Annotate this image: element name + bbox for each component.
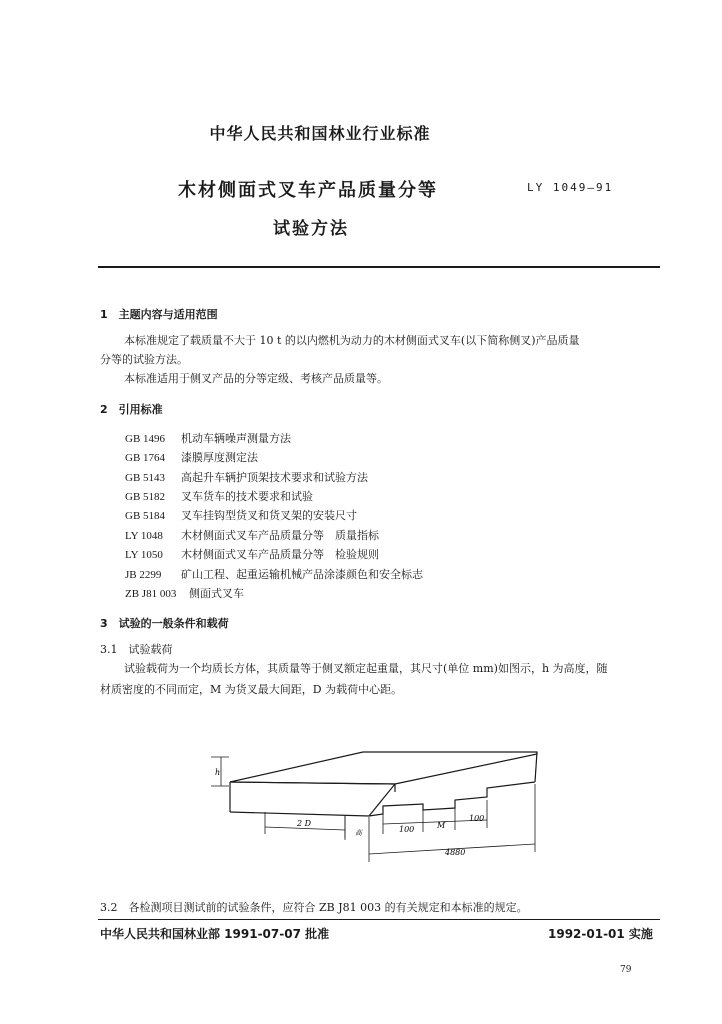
subsection-3-1-para-line2: 材质密度的不同而定，M 为货叉最大间距，D 为载荷中心距。 [100,683,403,696]
reference-title: 叉车挂钩型货叉和货叉架的安装尺寸 [181,509,357,522]
reference-title: 侧面式叉车 [189,587,244,600]
reference-title: 机动车辆噪声测量方法 [181,432,291,445]
section-3-heading: 3 试验的一般条件和载荷 [100,617,229,630]
reference-item [125,488,313,504]
issuing-organization: 中华人民共和国林业行业标准 [209,124,431,143]
dimension-total-label: 4880 [445,848,466,857]
page-number: 79 [620,965,632,975]
reference-code: LY 1050 [125,549,163,561]
reference-code: LY 1048 [125,530,163,542]
section-1-para2: 本标准适用于侧叉产品的分等定级、考核产品质量等。 [124,372,388,385]
reference-title: 叉车货车的技术要求和试验 [181,490,313,503]
dimension-m-label: M [437,821,446,830]
subsection-3-1-heading: 3.1 试验载荷 [100,643,173,656]
dimension-2d-label: 2 D [297,819,312,828]
standard-title-line2: 试验方法 [273,219,349,239]
reference-title: 矿山工程、起重运输机械产品涂漆颜色和安全标志 [181,568,423,581]
reference-code: GB 1496 [125,433,166,445]
footer-rule [98,919,660,920]
reference-code: JB 2299 [125,569,162,581]
reference-title: 漆膜厚度测定法 [181,451,258,464]
block-top-face [230,752,537,784]
reference-title: 高起升车辆护顶架技术要求和试验方法 [181,471,368,484]
reference-item [125,546,379,562]
implementation-date: 1992-01-01 实施 [548,927,653,941]
dimension-100b-label: 100 [469,814,485,823]
header-rule [98,266,660,268]
reference-code: ZB J81 003 [125,588,177,600]
reference-title: 木材侧面式叉车产品质量分等 检验规则 [181,548,379,561]
reference-item [125,527,379,543]
reference-item [125,585,244,601]
dimension-100a-label: 100 [399,825,415,834]
section-1-heading: 1 主题内容与适用范围 [100,308,218,321]
reference-item [125,430,291,446]
reference-code: GB 1764 [125,452,166,464]
section-1-para1-line2: 分等的试验方法。 [100,353,188,366]
standard-code: LY 1049—91 [527,181,614,194]
reference-title: 木材侧面式叉车产品质量分等 质量指标 [181,529,379,542]
section-1-para1-line1: 本标准规定了载质量不大于 10 t 的以内燃机为动力的木材侧面式叉车(以下简称侧叉)产品质量 [124,334,580,347]
reference-code: GB 5143 [125,472,166,484]
reference-item [125,469,368,485]
dimension-side-label: 高 [355,829,362,837]
reference-code: GB 5182 [125,491,166,503]
standard-title-line1: 木材侧面式叉车产品质量分等 [178,180,438,201]
reference-code: GB 5184 [125,510,166,522]
section-2-heading: 2 引用标准 [100,403,163,416]
approval-date: 中华人民共和国林业部 1991-07-07 批准 [100,927,330,941]
reference-item [125,566,423,582]
dimension-h-label: h [215,768,221,777]
subsection-3-2: 3.2 各检测项目测试前的试验条件，应符合 ZB J81 003 的有关规定和本标准的规定。 [100,901,528,914]
test-load-figure [205,740,565,865]
reference-item [125,449,258,465]
reference-item [125,507,357,523]
subsection-3-1-para-line1: 试验载荷为一个均质长方体，其质量等于侧叉额定起重量，其尺寸(单位 mm)如图示，h 为高度，随 [124,662,608,675]
